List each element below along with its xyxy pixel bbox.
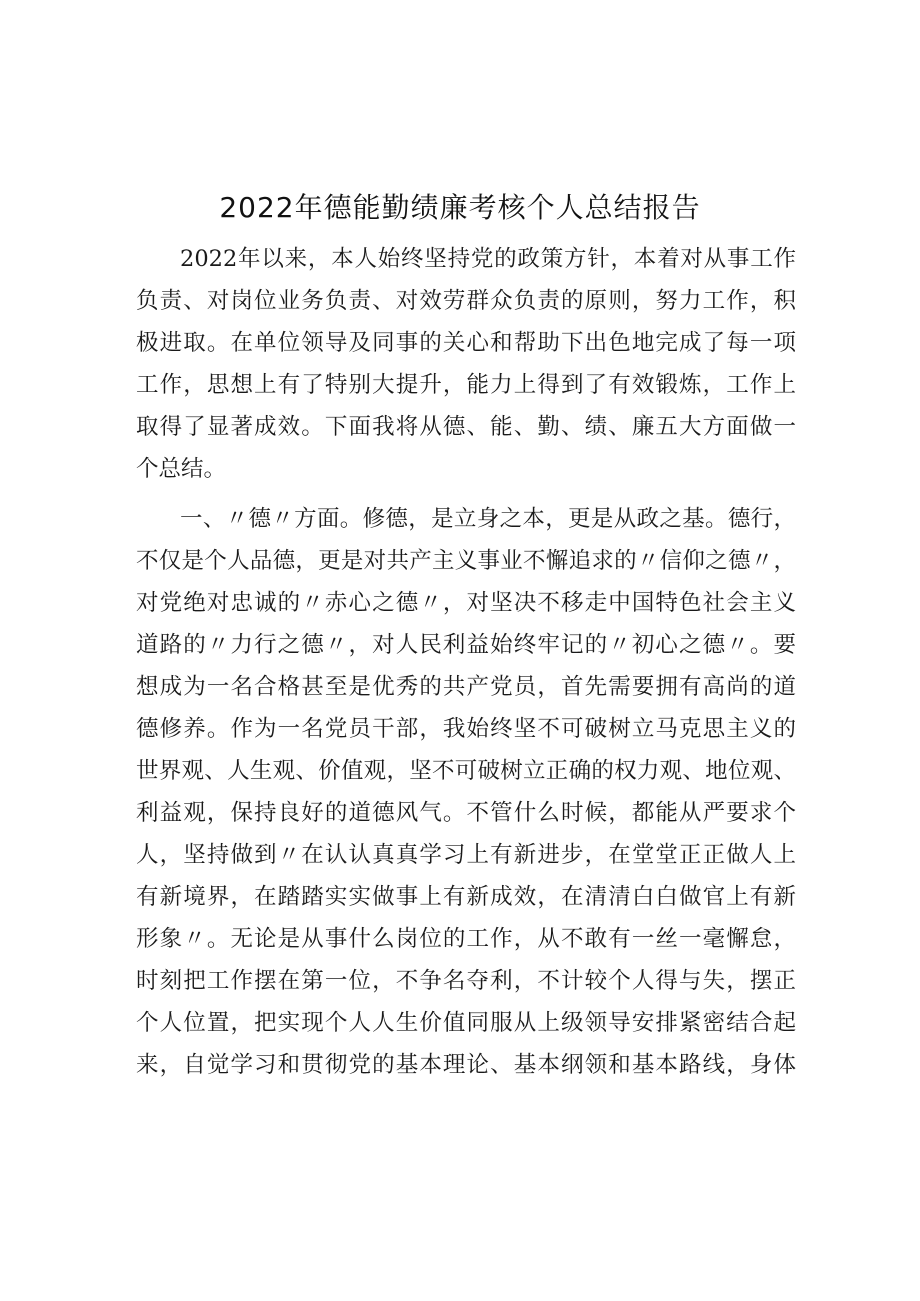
text-line: 一、〃德〃方面。修德，是立身之本，更是从政之基。德行， (180, 506, 796, 532)
text-line: 时刻把工作摆在第一位，不争名夺利，不计较个人得与失，摆正 (136, 968, 796, 994)
text-line: 个总结。 (136, 456, 227, 482)
text-line: 工作，思想上有了特别大提升，能力上得到了有效锻炼，工作上 (136, 372, 796, 398)
paragraph-virtue (136, 498, 796, 1086)
document-title: 2022年德能勤绩廉考核个人总结报告 (219, 191, 701, 224)
text-line: 取得了显著成效。下面我将从德、能、勤、绩、廉五大方面做一 (136, 414, 796, 440)
text-line: 人，坚持做到〃在认认真真学习上有新进步，在堂堂正正做人上 (136, 842, 796, 868)
text-line: 想成为一名合格甚至是优秀的共产党员，首先需要拥有高尚的道 (136, 674, 796, 700)
text-line: 道路的〃力行之德〃，对人民利益始终牢记的〃初心之德〃。要 (136, 632, 796, 658)
text-line: 负责、对岗位业务负责、对效劳群众负责的原则，努力工作，积 (136, 288, 796, 314)
text-line: 利益观，保持良好的道德风气。不管什么时候，都能从严要求个 (136, 800, 796, 826)
paragraph-intro (136, 238, 796, 490)
text-line: 个人位置，把实现个人人生价值同服从上级领导安排紧密结合起 (136, 1010, 796, 1036)
text-line: 极进取。在单位领导及同事的关心和帮助下出色地完成了每一项 (136, 330, 796, 356)
text-line: 不仅是个人品德，更是对共产主义事业不懈追求的〃信仰之德〃， (136, 548, 796, 574)
text-line: 对党绝对忠诚的〃赤心之德〃，对坚决不移走中国特色社会主义 (136, 590, 796, 616)
text-line: 来，自觉学习和贯彻党的基本理论、基本纲领和基本路线，身体 (136, 1052, 796, 1078)
text-line: 2022年以来，本人始终坚持党的政策方针，本着对从事工作 (180, 246, 796, 272)
text-line: 世界观、人生观、价值观，坚不可破树立正确的权力观、地位观、 (136, 758, 796, 784)
text-line: 德修养。作为一名党员干部，我始终坚不可破树立马克思主义的 (136, 716, 796, 742)
text-line: 形象〃。无论是从事什么岗位的工作，从不敢有一丝一毫懈怠， (136, 926, 796, 952)
text-line: 有新境界，在踏踏实实做事上有新成效，在清清白白做官上有新 (136, 884, 796, 910)
